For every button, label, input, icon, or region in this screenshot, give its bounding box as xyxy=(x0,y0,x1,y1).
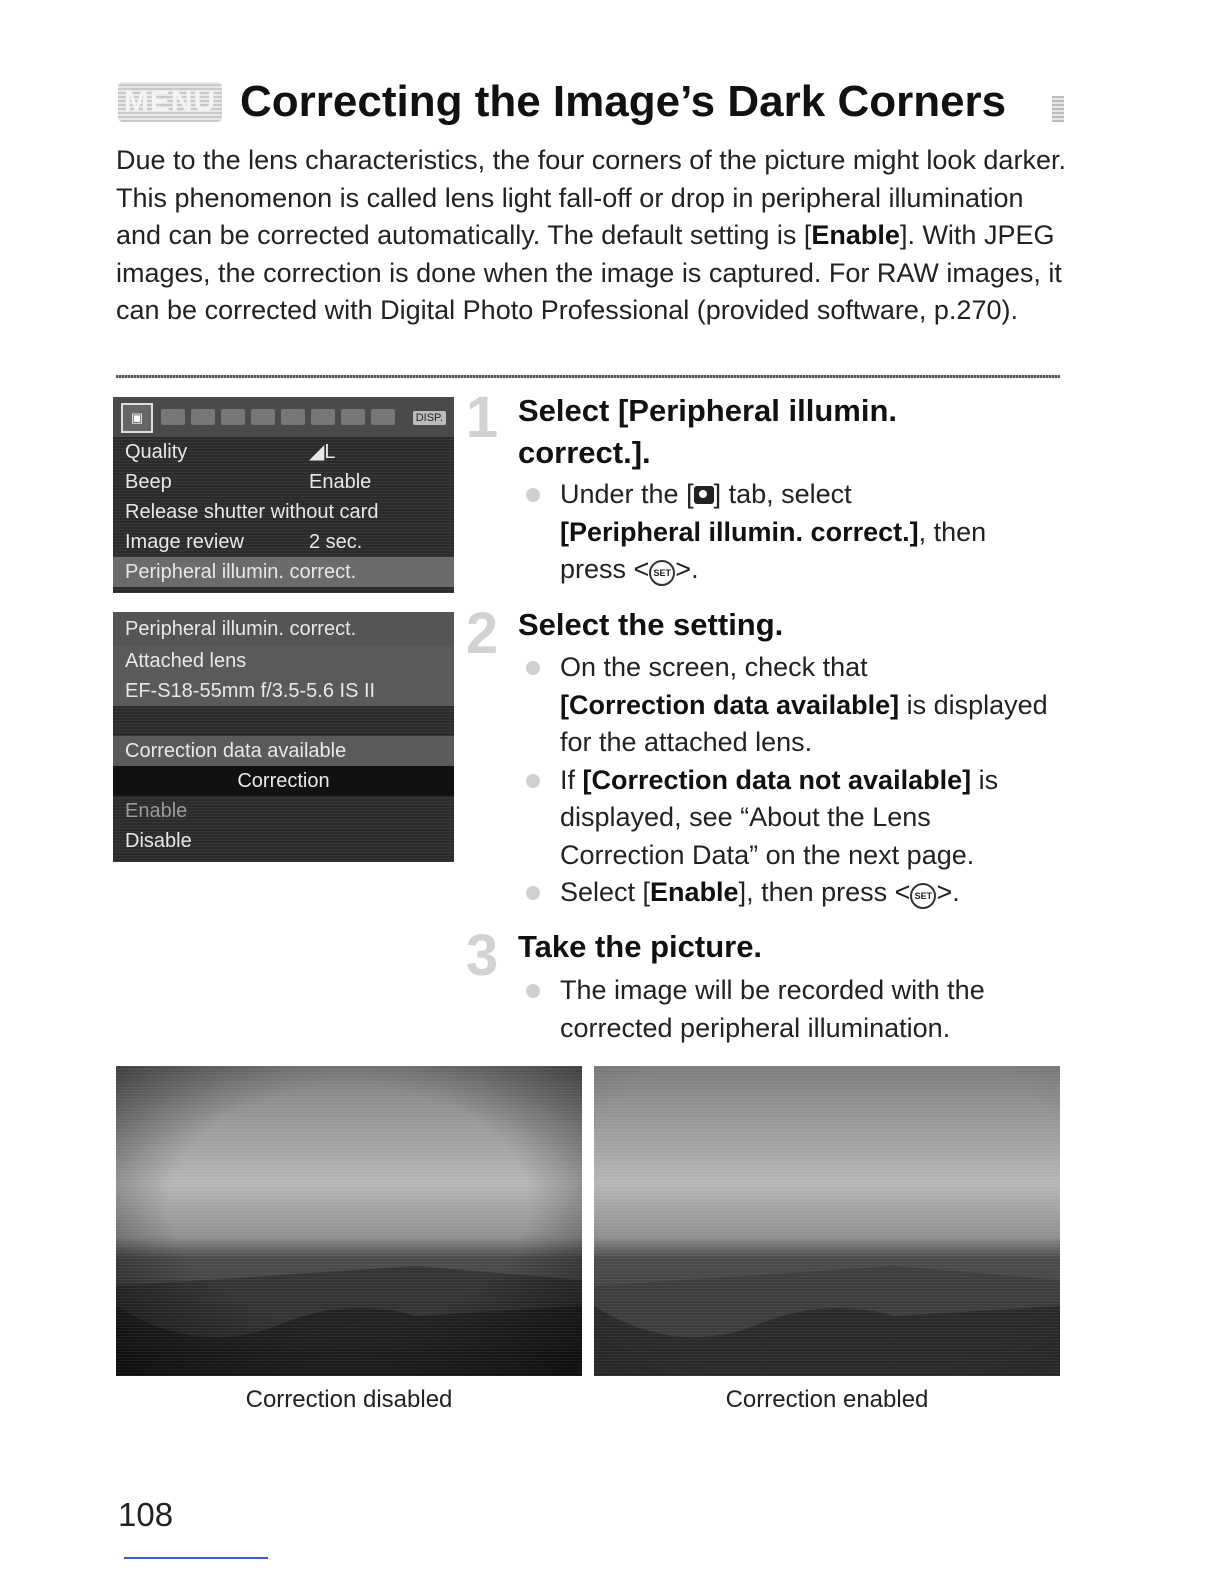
bullet-text: Select [ xyxy=(560,877,651,907)
bullet-text: is displayed, see “About the Lens Correction Data” on the next page. xyxy=(560,764,999,870)
correction-section-title: Correction xyxy=(113,766,454,796)
step-2-title: Select the setting. xyxy=(518,607,784,642)
option-disable: Disable xyxy=(125,830,192,852)
step-1-bullets xyxy=(520,476,1060,589)
bullet-text: If xyxy=(560,764,583,795)
tab-marker xyxy=(191,409,215,425)
spacer-row xyxy=(113,706,454,736)
bullet-text: press < xyxy=(560,554,650,584)
bullet-text: Under the [ xyxy=(560,479,694,509)
tab-marker xyxy=(161,409,185,425)
menu-row-peripheral-illumin xyxy=(113,557,454,587)
set-button-icon: SET xyxy=(910,883,936,909)
bullet-text: On the screen, check that xyxy=(560,652,868,682)
divider-rule xyxy=(116,375,1060,378)
tab-marker xyxy=(281,409,305,425)
title-end-marker xyxy=(1052,96,1064,122)
step-1-bullet-1 xyxy=(520,476,1060,589)
menu-row-value: ◢L xyxy=(309,441,336,463)
camera-tab-icon xyxy=(694,486,714,504)
menu-icon: MENU xyxy=(118,82,222,122)
step-3-bullet-1: The image will be recorded with the corrected peripheral illumination. xyxy=(520,972,1060,1047)
disp-icon: DISP. xyxy=(413,411,446,425)
intro-paragraph xyxy=(116,142,1066,330)
shooting-tab-icon: ▣ xyxy=(121,403,153,433)
screen-title: Peripheral illumin. correct. xyxy=(113,612,454,646)
bullet-text: >. xyxy=(675,554,699,584)
menu-tab-bar xyxy=(113,397,454,437)
menu-row-value: Enable xyxy=(309,471,372,493)
caption-left: Correction disabled xyxy=(245,1386,453,1413)
step-2-bullet-1 xyxy=(520,649,1060,762)
tab-marker xyxy=(371,409,395,425)
menu-row-image-review xyxy=(113,527,454,557)
bullet-bold: Enable xyxy=(650,877,739,907)
tab-marker xyxy=(251,409,275,425)
step-1-title-line1: Select [Peripheral illumin. xyxy=(518,393,898,428)
bullet-text: , then xyxy=(918,516,987,547)
step-3-title: Take the picture. xyxy=(518,929,763,964)
step-number-2: 2 xyxy=(465,601,499,666)
correction-status: Correction data available xyxy=(113,736,454,766)
bottom-rule xyxy=(124,1557,268,1559)
menu-row-quality xyxy=(113,437,454,467)
tab-marker xyxy=(221,409,245,425)
tab-marker xyxy=(341,409,365,425)
step-2-bullets xyxy=(520,649,1060,912)
intro-bold: Enable xyxy=(811,220,900,250)
menu-row-label: Release shutter without card xyxy=(125,501,379,523)
step-1-title xyxy=(518,390,897,474)
menu-row-beep xyxy=(113,467,454,497)
photo-correction-disabled xyxy=(116,1066,582,1376)
camera-menu-screen xyxy=(113,397,454,593)
menu-row-release-shutter xyxy=(113,497,454,527)
caption-right: Correction enabled xyxy=(725,1386,929,1413)
bullet-text: is displayed for the attached lens. xyxy=(560,689,1048,757)
bullet-bold: [Correction data available] xyxy=(560,689,900,720)
step-2-bullet-2 xyxy=(520,762,1060,875)
bullet-text: ] tab, select xyxy=(713,479,852,509)
step-number-3: 3 xyxy=(465,923,499,988)
intro-text-1: Due to the lens characteristics, the four corners of the picture might look darker. This phenomenon is called lens light fall-off or drop in peripheral illumination and can be corrected automatically. The default setting is [ xyxy=(116,145,1066,250)
page-number: 108 xyxy=(118,1496,174,1533)
lens-name: EF-S18-55mm f/3.5-5.6 IS II xyxy=(113,676,454,706)
step-number-1: 1 xyxy=(465,385,499,450)
bullet-text: ], then press < xyxy=(738,877,911,907)
bullet-bold: [Peripheral illumin. correct.] xyxy=(560,516,919,547)
step-2-bullet-3 xyxy=(520,874,1060,912)
tab-marker xyxy=(311,409,335,425)
step-3-bullets xyxy=(520,972,1060,1047)
menu-row-label: Beep xyxy=(125,471,172,493)
option-enable: Enable xyxy=(125,800,188,822)
menu-tabs xyxy=(161,409,395,425)
title-row xyxy=(118,74,1058,130)
intro-text-2: ]. With JPEG images, the correction is done when the image is captured. For RAW images, it can be corrected with Digital Photo Professional (provided software, p.270). xyxy=(116,220,1062,325)
page-title: Correcting the Image’s Dark Corners xyxy=(240,77,1007,126)
set-button-icon: SET xyxy=(649,560,675,586)
menu-row-value: 2 sec. xyxy=(309,531,363,553)
menu-row-label: Image review xyxy=(125,531,244,553)
menu-row-label: Peripheral illumin. correct. xyxy=(125,561,357,583)
halftone-overlay xyxy=(594,1066,1060,1376)
bullet-bold: [Correction data not available] xyxy=(582,764,972,795)
halftone-overlay xyxy=(116,1066,582,1376)
peripheral-illumin-screen xyxy=(113,612,454,862)
menu-row-label: Quality xyxy=(125,441,188,463)
step-1-title-line2: correct.]. xyxy=(518,435,651,470)
attached-lens-label: Attached lens xyxy=(113,646,454,676)
bullet-text: >. xyxy=(936,877,960,907)
photo-correction-enabled xyxy=(594,1066,1060,1376)
